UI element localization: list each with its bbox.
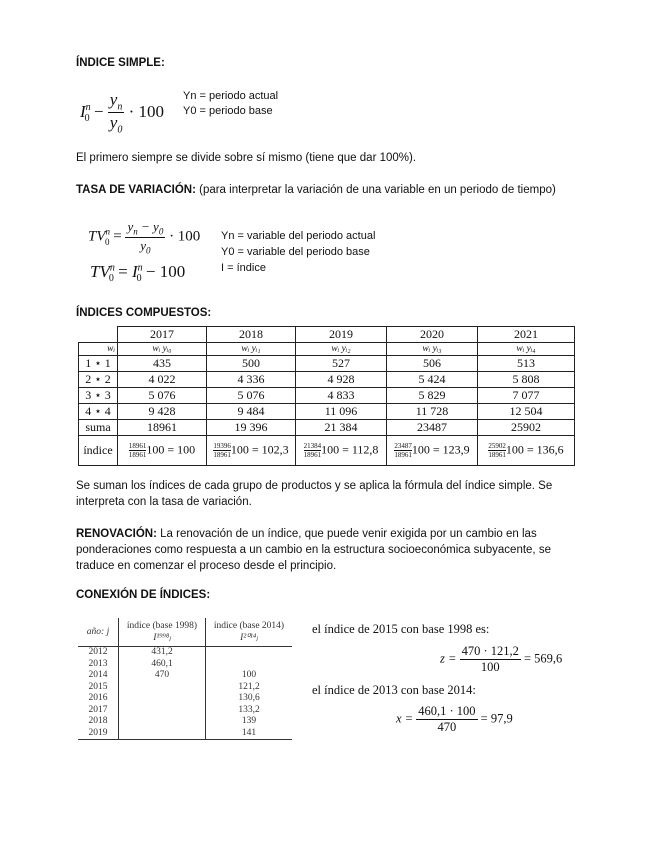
b2014-cell: 133,2 [238,704,260,715]
row-label: 2 ⋆ 2 [79,372,118,388]
year-cell: 2018 [78,716,119,728]
connection-equation-1 [440,644,562,675]
b2014-cell: 100 [241,670,257,680]
b1998-cell: 460,1 [119,659,206,671]
index-num: 25902 [488,442,506,450]
variation-subtitle: (para interpretar la variación de una variable en un periodo de tiempo) [199,184,556,196]
sum-row [79,420,575,436]
table-cell: 4 928 [296,372,387,388]
table-row [78,728,292,740]
b2014-cell: 141 [241,727,257,738]
b1998-cell [119,682,206,694]
renewal-heading: RENOVACIÓN: [76,528,157,540]
weight-header: wᵢ yᵢ₀ [118,343,207,356]
index-den: 18961 [303,451,322,459]
b1998-cell [119,693,206,705]
connection-text-1: el índice de 2015 con base 1998 es: [312,622,490,636]
year-cell: 2017 [78,705,119,717]
b1998-cell [119,728,206,740]
connection-table [78,618,292,740]
index-cell [478,436,575,466]
connection-equation-2 [396,704,513,735]
table-cell: 513 [478,356,575,372]
col-2014-symbol: I²⁰¹⁴ⱼ [240,632,258,643]
year-cell: 2014 [78,670,119,682]
b1998-cell [119,716,206,728]
table-cell: 435 [118,356,207,372]
col-1998-header [119,618,206,647]
variation-line [76,182,556,198]
simple-legend-y0: Y0 = periodo base [183,105,273,117]
row-label: 3 ⋆ 3 [79,388,118,404]
sum-cell: 18961 [118,420,207,436]
b2014-cell [206,647,293,659]
table-cell: 500 [207,356,296,372]
weight-header: wᵢ yᵢ₂ [296,343,387,356]
sum-cell: 19 396 [207,420,296,436]
table-cell: 527 [296,356,387,372]
simple-legend-yn: Yn = periodo actual [183,90,279,102]
table-cell: 5 424 [387,372,478,388]
sum-cell: 23487 [387,420,478,436]
year-cell: 2013 [78,659,119,671]
eq1-lhs: z = [440,651,457,666]
renewal-paragraph [76,526,576,574]
sum-label: suma [79,420,118,436]
col-2014-header [206,618,293,647]
table-cell: 4 833 [296,388,387,404]
eq2-rhs: = 97,9 [480,711,513,726]
eq1-rhs: = 569,6 [523,651,563,666]
year-header: 2017 [118,327,207,343]
table-cell: 5 076 [207,388,296,404]
table-row [78,682,292,694]
year-cell: 2019 [78,728,119,740]
variation-legend-y0: Y0 = variable del periodo base [221,246,370,258]
index-den: 18961 [213,451,231,459]
simple-index-heading: ÍNDICE SIMPLE: [76,57,165,69]
index-label: índice [79,436,118,466]
variation-formula-1: $TV^n_0$ = $\frac{y_n - y_0}{y_0}$ · 100 [88,219,201,256]
table-cell: 9 428 [118,404,207,420]
composite-heading: ÍNDICES COMPUESTOS: [76,307,212,319]
simple-note: El primero siempre se divide sobre sí mismo (tiene que dar 100%). [76,152,417,164]
eq2-lhs: x = [396,711,414,726]
index-rest: 100 = 112,8 [321,442,379,457]
table-row [78,705,292,717]
b2014-cell: 121,2 [238,681,260,692]
row-label: 4 ⋆ 4 [79,404,118,420]
b2014-cell [206,659,293,671]
connection-table-wrap [78,618,292,740]
table-cell: 5 808 [478,372,575,388]
composite-table-wrap [78,326,575,466]
col-1998-title: índice (base 1998) [126,621,198,631]
table-row [79,356,575,372]
table-cell: 12 504 [478,404,575,420]
table-row [78,659,292,671]
table-row [78,647,292,659]
index-cell [207,436,296,466]
eq2-numerator: 460,1 · 100 [418,704,476,718]
year-cell: 2012 [78,647,119,659]
weight-header: wᵢ yᵢ₄ [478,343,575,356]
variation-formula-2: $TV^n_0 = I^n_0 - 100$ [90,262,186,285]
b2014-cell: 130,6 [238,693,260,703]
table-cell: 5 076 [118,388,207,404]
table-cell: 5 829 [387,388,478,404]
eq2-denominator: 470 [437,720,457,734]
year-cell: 2016 [78,693,119,705]
variation-legend-yn: Yn = variable del periodo actual [221,230,376,242]
index-rest: 100 = 123,9 [411,442,470,457]
table-row [78,693,292,705]
col-2014-title: índice (base 2014) [213,621,285,631]
index-num: 18961 [128,442,147,450]
index-cell [296,436,387,466]
table-cell: 9 484 [207,404,296,420]
variation-legend-i: I = índice [221,262,266,274]
col-year-header: año: j [78,618,119,647]
index-num: 19396 [213,442,231,450]
eq1-numerator: 470 · 121,2 [461,644,519,658]
index-den: 18961 [488,451,506,459]
table-row [79,404,575,420]
col-1998-symbol: I¹⁹⁹⁸ⱼ [153,632,171,643]
weight-header: wᵢ yᵢ₃ [387,343,478,356]
table-cell: 11 096 [296,404,387,420]
table-row [78,670,292,682]
table-cell: 7 077 [478,388,575,404]
table-cell: 4 022 [118,372,207,388]
index-den: 18961 [128,451,147,459]
index-num: 23487 [394,442,412,450]
composite-note: Se suman los índices de cada grupo de productos y se aplica la fórmula del índice simple. Se interpreta con la tasa de variación. [76,480,553,508]
weight-header: wᵢ yᵢ₁ [207,343,296,356]
index-cell [118,436,207,466]
composite-table [78,326,575,466]
weight-row-header: wᵢ [79,343,118,356]
sum-cell: 21 384 [296,420,387,436]
table-row [79,388,575,404]
row-label: 1 ⋆ 1 [79,356,118,372]
table-row [79,372,575,388]
table-cell: 11 728 [387,404,478,420]
table-cell: 4 336 [207,372,296,388]
year-header: 2019 [296,327,387,343]
table-cell: 506 [387,356,478,372]
variation-heading: TASA DE VARIACIÓN: [76,184,196,196]
connection-heading: CONEXIÓN DE ÍNDICES: [76,589,211,601]
b1998-cell: 431,2 [119,647,206,659]
renewal-text: La renovación de un índice, que puede venir exigida por un cambio en las ponderaciones como respuesta a un cambio en la estructura socioeconómica subyacente, se traduce en comenzar el proceso desde el principio. [76,528,551,572]
year-header: 2021 [478,327,575,343]
b1998-cell [119,705,206,717]
simple-index-formula: $I^n_0$ − $\frac{y_n}{y_0}$ · 100 [80,90,164,136]
table-row [78,716,292,728]
index-row [79,436,575,466]
index-den: 18961 [394,451,412,459]
year-cell: 2015 [78,682,119,694]
index-cell [387,436,478,466]
b2014-cell: 139 [241,716,257,726]
connection-text-2: el índice de 2013 con base 2014: [312,683,476,697]
year-header: 2018 [207,327,296,343]
index-rest: 100 = 100 [146,442,196,457]
year-header: 2020 [387,327,478,343]
index-rest: 100 = 136,6 [505,442,564,457]
index-num: 21384 [303,442,322,450]
sum-cell: 25902 [478,420,575,436]
index-rest: 100 = 102,3 [230,442,289,457]
b1998-cell: 470 [119,670,206,682]
eq1-denominator: 100 [480,660,500,674]
